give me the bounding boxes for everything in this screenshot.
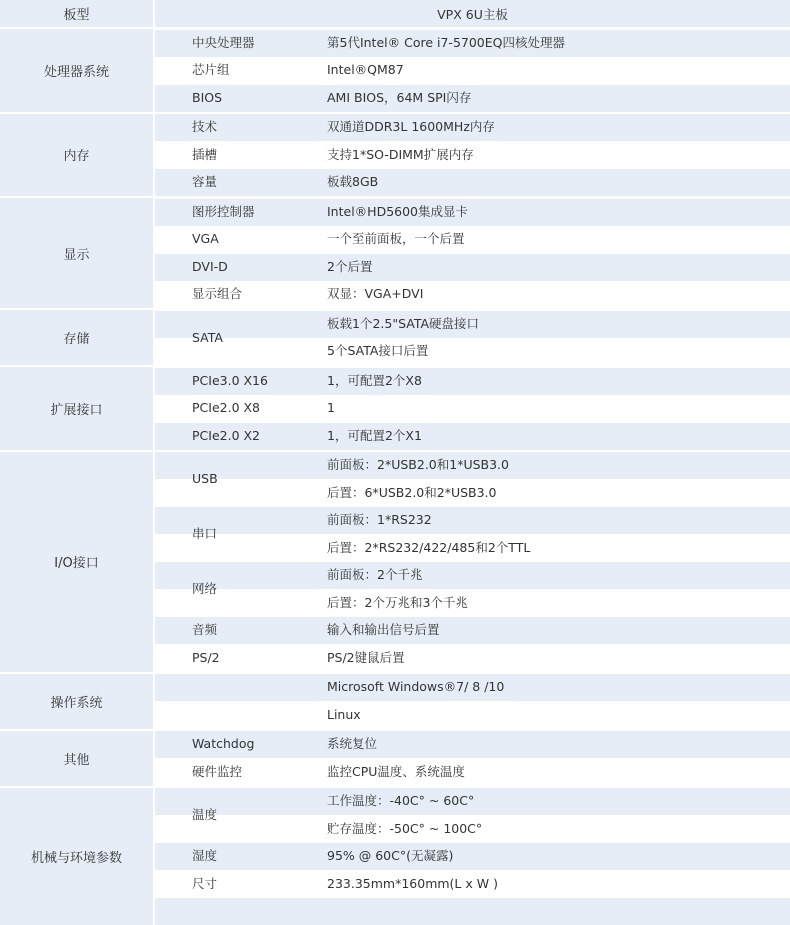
category-cell (0, 674, 153, 729)
category-cell (0, 29, 153, 112)
row-band (155, 169, 790, 196)
spec-label: 中央处理器 (192, 35, 255, 51)
spec-value: 系统复位 (327, 736, 377, 752)
spec-label: 串口 (192, 526, 217, 542)
row-band (155, 85, 790, 112)
spec-value: 后置：6*USB2.0和2*USB3.0 (327, 485, 496, 501)
spec-value: 前面板：2个千兆 (327, 567, 422, 583)
category-label: 扩展接口 (50, 399, 102, 418)
spec-label: PCIe2.0 X8 (192, 400, 260, 416)
spec-value: 5个SATA接口后置 (327, 343, 428, 359)
spec-value: 1，可配置2个X1 (327, 428, 422, 444)
spec-value: Intel®QM87 (327, 62, 404, 78)
category-cell (0, 310, 153, 365)
row-band (155, 507, 790, 534)
category-cell (0, 731, 153, 786)
category-label: 显示 (63, 244, 89, 263)
spec-value: 贮存温度：-50C° ~ 100C° (327, 821, 482, 837)
spec-label: 图形控制器 (192, 204, 255, 220)
category-cell (0, 788, 153, 925)
spec-value: 支持1*SO-DIMM扩展内存 (327, 147, 474, 163)
spec-value: 板载8GB (327, 174, 378, 190)
spec-value: Intel®HD5600集成显卡 (327, 204, 468, 220)
spec-label: 显示组合 (192, 286, 242, 302)
spec-value: 输入和输出信号后置 (327, 622, 440, 638)
spec-value: 第5代Intel® Core i7-5700EQ四核处理器 (327, 35, 565, 51)
spec-value: 后置：2个万兆和3个千兆 (327, 595, 468, 611)
row-band (155, 898, 790, 925)
category-label: 操作系统 (50, 692, 102, 711)
spec-label: 尺寸 (192, 876, 217, 892)
category-label: I/O接口 (54, 552, 98, 571)
row-band (155, 562, 790, 589)
spec-value: 板载1个2.5"SATA硬盘接口 (327, 316, 479, 332)
spec-value: 前面板：2*USB2.0和1*USB3.0 (327, 457, 509, 473)
spec-label: PCIe3.0 X16 (192, 373, 268, 389)
spec-label: SATA (192, 330, 223, 346)
spec-value: 双通道DDR3L 1600MHz内存 (327, 119, 495, 135)
spec-label: 湿度 (192, 848, 217, 864)
spec-label: 温度 (192, 807, 217, 823)
category-label: 处理器系统 (44, 61, 109, 80)
category-label: 存储 (63, 328, 89, 347)
spec-value: PS/2键鼠后置 (327, 650, 405, 666)
header-category: 板型 (63, 4, 89, 23)
spec-value: 监控CPU温度、系统温度 (327, 764, 465, 780)
spec-value: 2个后置 (327, 259, 372, 275)
spec-label: 容量 (192, 174, 217, 190)
category-label: 内存 (63, 145, 89, 164)
category-cell (0, 198, 153, 308)
header-value: VPX 6U主板 (155, 5, 790, 23)
spec-label: BIOS (192, 90, 222, 106)
spec-value: 后置：2*RS232/422/485和2个TTL (327, 540, 530, 556)
spec-value: AMI BIOS，64M SPI闪存 (327, 90, 471, 106)
spec-label: VGA (192, 231, 219, 247)
category-cell (0, 452, 153, 672)
category-cell (0, 114, 153, 197)
spec-label: 插槽 (192, 147, 217, 163)
spec-label: 音频 (192, 622, 217, 638)
spec-label: USB (192, 471, 218, 487)
spec-value: 95% @ 60C°(无凝露) (327, 848, 453, 864)
spec-value: Linux (327, 707, 361, 723)
spec-label: Watchdog (192, 736, 254, 752)
spec-value: 233.35mm*160mm(L x W ) (327, 876, 498, 892)
spec-label: DVI-D (192, 259, 228, 275)
row-band (155, 843, 790, 870)
category-label: 其他 (63, 749, 89, 768)
spec-value: 1 (327, 400, 335, 416)
category-label: 机械与环境参数 (31, 847, 122, 866)
spec-value: 双显：VGA+DVI (327, 286, 423, 302)
spec-label: PS/2 (192, 650, 220, 666)
spec-label: 芯片组 (192, 62, 230, 78)
spec-label: 网络 (192, 581, 217, 597)
spec-label: PCIe2.0 X2 (192, 428, 260, 444)
spec-label: 硬件监控 (192, 764, 242, 780)
spec-label: 技术 (192, 119, 217, 135)
spec-value: 1，可配置2个X8 (327, 373, 422, 389)
row-band (155, 617, 790, 644)
spec-value: 工作温度：-40C° ~ 60C° (327, 793, 474, 809)
spec-value: 一个至前面板，一个后置 (327, 231, 465, 247)
spec-value: 前面板：1*RS232 (327, 512, 432, 528)
row-band (155, 254, 790, 281)
category-cell (0, 367, 153, 450)
header-category-cell (0, 0, 153, 27)
spec-value: Microsoft Windows®7/ 8 /10 (327, 679, 504, 695)
